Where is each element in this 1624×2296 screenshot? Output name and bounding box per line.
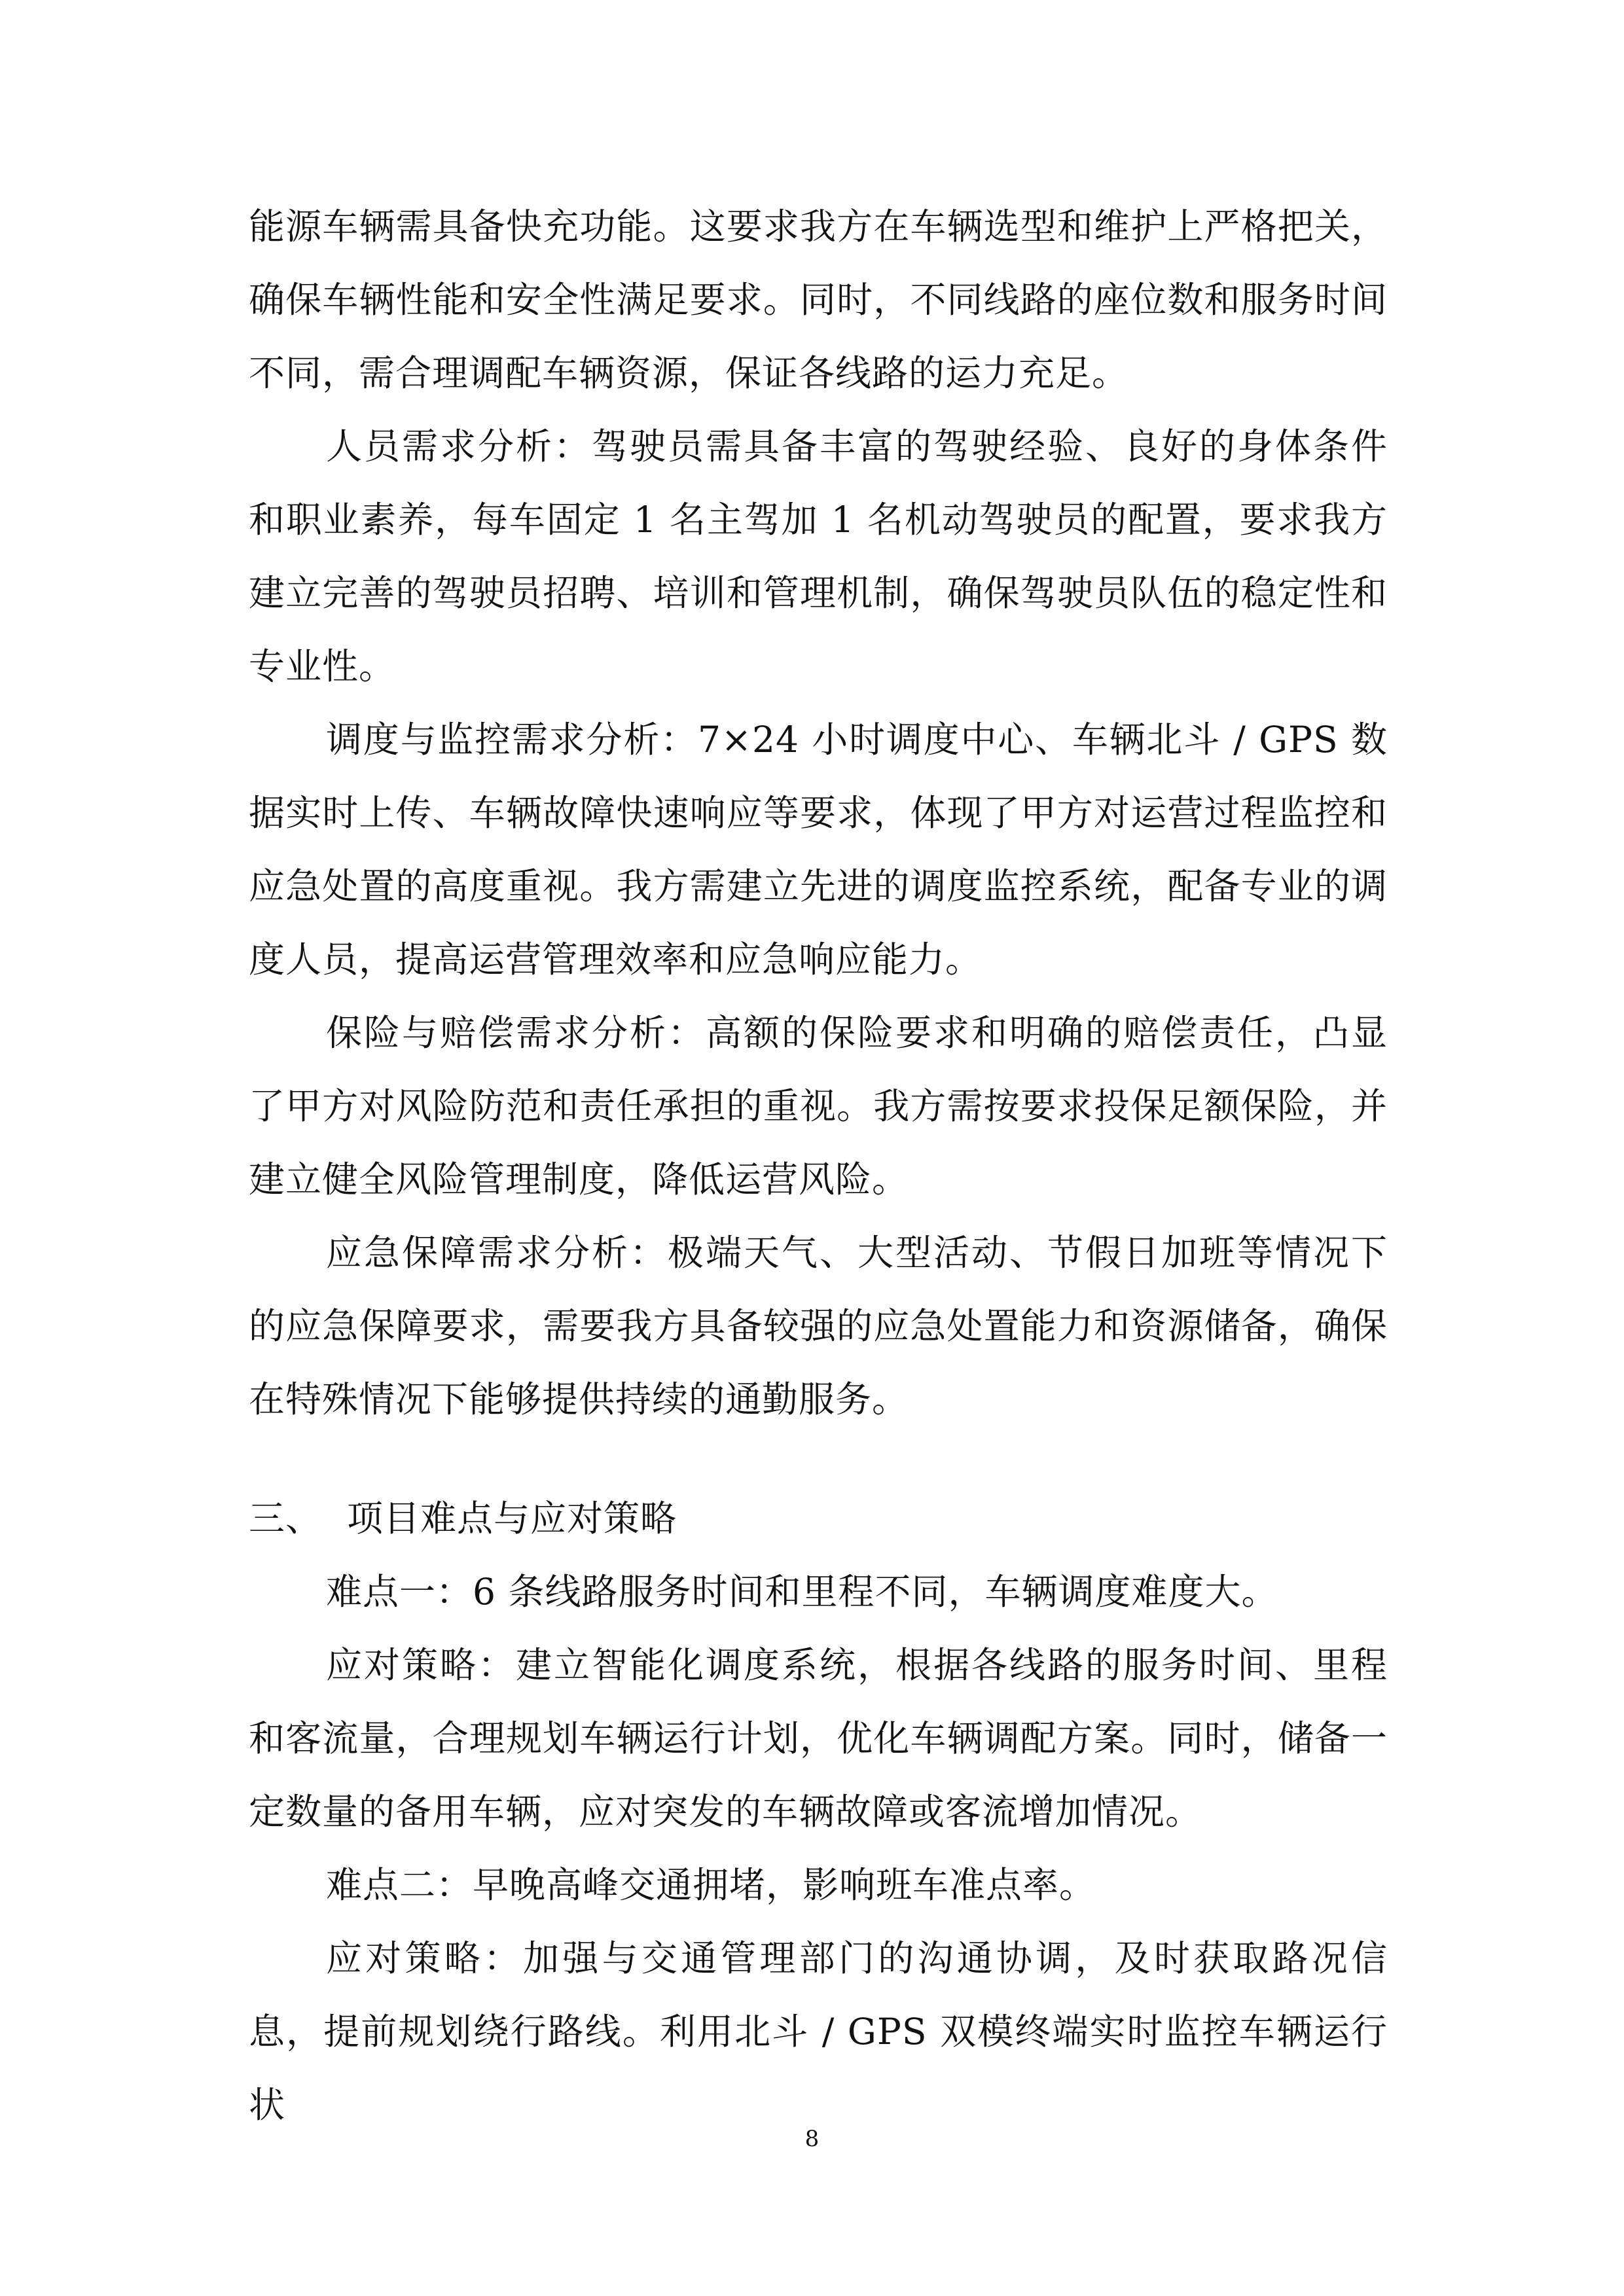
paragraph-strategy-2: 应对策略：加强与交通管理部门的沟通协调，及时获取路况信息，提前规划绕行路线。利用北斗 / GPS 双模终端实时监控车辆运行状 [249, 1937, 1388, 2126]
paragraph-dispatch-analysis: 调度与监控需求分析：7×24 小时调度中心、车辆北斗 / GPS 数据实时上传、车辆故障快速响应等要求，体现了甲方对运营过程监控和应急处置的高度重视。我方需建立先进的调度监控系统，配备专业的调度人员，提高运营管理效率和应急响应能力。 [249, 719, 1388, 980]
section-number: 三、 [249, 1498, 323, 1539]
section-heading [249, 1482, 1388, 1555]
document-page [249, 190, 1388, 2142]
paragraph-insurance-analysis: 保险与赔偿需求分析：高额的保险要求和明确的赔偿责任，凸显了甲方对风险防范和责任承担的重视。我方需按要求投保足额保险，并建立健全风险管理制度，降低运营风险。 [249, 1012, 1388, 1200]
paragraph-emergency-analysis: 应急保障需求分析：极端天气、大型活动、节假日加班等情况下的应急保障要求，需要我方具备较强的应急处置能力和资源储备，确保在特殊情况下能够提供持续的通勤服务。 [249, 1232, 1388, 1420]
paragraph-difficulty-2: 难点二：早晚高峰交通拥堵，影响班车准点率。 [326, 1864, 1096, 1906]
paragraph-vehicle-continued: 能源车辆需具备快充功能。这要求我方在车辆选型和维护上严格把关，确保车辆性能和安全性满足要求。同时，不同线路的座位数和服务时间不同，需合理调配车辆资源，保证各线路的运力充足。 [249, 206, 1388, 394]
paragraph-difficulty-1: 难点一：6 条线路服务时间和里程不同，车辆调度难度大。 [326, 1571, 1278, 1613]
page-number: 8 [804, 2126, 820, 2152]
section-title: 项目难点与应对策略 [347, 1498, 677, 1539]
paragraph-staff-analysis: 人员需求分析：驾驶员需具备丰富的驾驶经验、良好的身体条件和职业素养，每车固定 1 名主驾加 1 名机动驾驶员的配置，要求我方建立完善的驾驶员招聘、培训和管理机制，确保驾驶员队伍的稳定性和专业性。 [249, 425, 1388, 687]
paragraph-strategy-1: 应对策略：建立智能化调度系统，根据各线路的服务时间、里程和客流量，合理规划车辆运行计划，优化车辆调配方案。同时，储备一定数量的备用车辆，应对突发的车辆故障或客流增加情况。 [249, 1644, 1388, 1833]
